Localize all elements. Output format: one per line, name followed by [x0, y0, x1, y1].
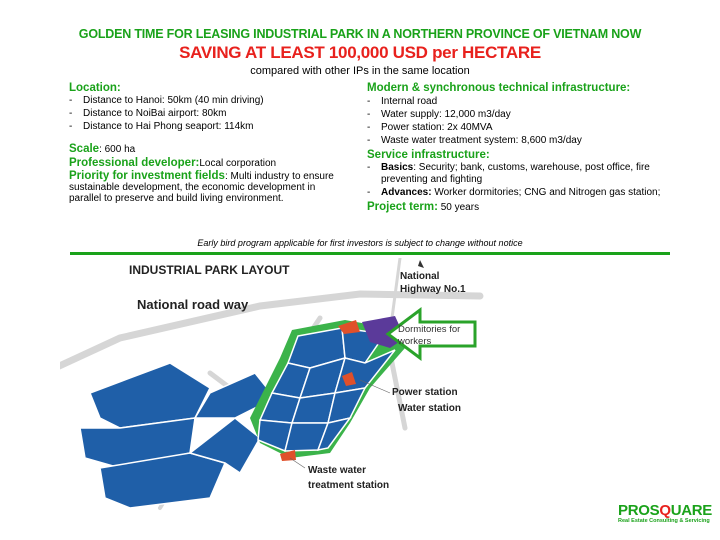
early-bird-notice: Early bird program applicable for first investors is subject to change without notice: [197, 238, 523, 248]
scale-label: Scale: [69, 143, 100, 155]
developer-label: Professional developer:: [69, 157, 200, 169]
north-arrow-icon: [418, 260, 424, 268]
national-road-label: National road way: [137, 297, 249, 312]
scale-value: : 600 ha: [99, 144, 136, 155]
priority-value: : Multi industry to ensure sustainable development, the economic development in parallel to preserve and build living environment.: [69, 171, 334, 204]
headline-saving: SAVING AT LEAST 100,000 USD per HECTARE: [179, 43, 541, 62]
basics-label: Basics: [381, 162, 414, 173]
infrastructure-item: - Water supply: 12,000 m3/day: [367, 109, 677, 121]
location-item: - Distance to Hai Phong seaport: 114km: [69, 121, 339, 133]
logo-tagline: Real Estate Consulting & Servicing: [618, 518, 710, 524]
right-column: [367, 81, 677, 214]
headline-comparison: compared with other IPs in the same location: [250, 65, 470, 77]
divider-line: [70, 252, 670, 255]
waste-water-label: [308, 463, 389, 493]
advances-value: Worker dormitories; CNG and Nitrogen gas station;: [431, 187, 661, 198]
water-station-label: Water station: [398, 403, 461, 414]
scale-row: [69, 143, 339, 156]
infrastructure-item: - Waste water treatment system: 8,600 m3/day: [367, 135, 677, 147]
service-advances: [367, 187, 677, 199]
prosquare-logo: [618, 502, 712, 524]
waste-line1: Waste water: [308, 465, 366, 476]
waste-line2: treatment station: [308, 480, 390, 491]
infrastructure-item: - Power station: 2x 40MVA: [367, 122, 677, 134]
service-list: [367, 162, 677, 199]
term-label: Project term:: [367, 201, 438, 213]
service-heading: Service infrastructure:: [367, 149, 490, 161]
highway-label: [400, 270, 466, 296]
advances-label: Advances:: [381, 187, 432, 198]
service-basics: [367, 162, 677, 186]
waste-leader: [290, 458, 305, 468]
left-column: [69, 81, 339, 204]
layout-drawing: [60, 258, 560, 540]
developer-row: [69, 157, 339, 170]
developer-value: Local corporation: [199, 158, 277, 169]
highway-line1: National: [400, 271, 440, 282]
term-value: 50 years: [437, 202, 480, 213]
dorm-line1: Dormitories for: [398, 324, 461, 335]
term-row: [367, 201, 677, 214]
location-item: - Distance to Hanoi: 50km (40 min driving): [69, 95, 339, 107]
location-heading: Location:: [69, 82, 121, 94]
priority-label: Priority for investment fields: [69, 170, 225, 182]
layout-title: INDUSTRIAL PARK LAYOUT: [129, 263, 290, 277]
infrastructure-list: [367, 96, 677, 147]
park-layout-map: [60, 258, 560, 540]
priority-row: [69, 171, 339, 204]
location-list: [69, 95, 339, 133]
power-station-label: Power station: [392, 387, 458, 398]
logo-wordmark: PROSQUARE: [618, 502, 712, 519]
infrastructure-heading: Modern & synchronous technical infrastructure:: [367, 82, 631, 94]
dormitory-label: [398, 324, 478, 348]
basics-value: : Security; bank, customs, warehouse, post office, fire preventing and fighting: [381, 162, 650, 185]
headline-top: GOLDEN TIME FOR LEASING INDUSTRIAL PARK IN A NORTHERN PROVINCE OF VIETNAM NOW: [78, 27, 642, 41]
location-item: - Distance to NoiBai airport: 80km: [69, 108, 339, 120]
infrastructure-item: - Internal road: [367, 96, 677, 108]
dorm-line2: workers: [398, 336, 432, 347]
highway-line2: Highway No.1: [400, 284, 466, 295]
